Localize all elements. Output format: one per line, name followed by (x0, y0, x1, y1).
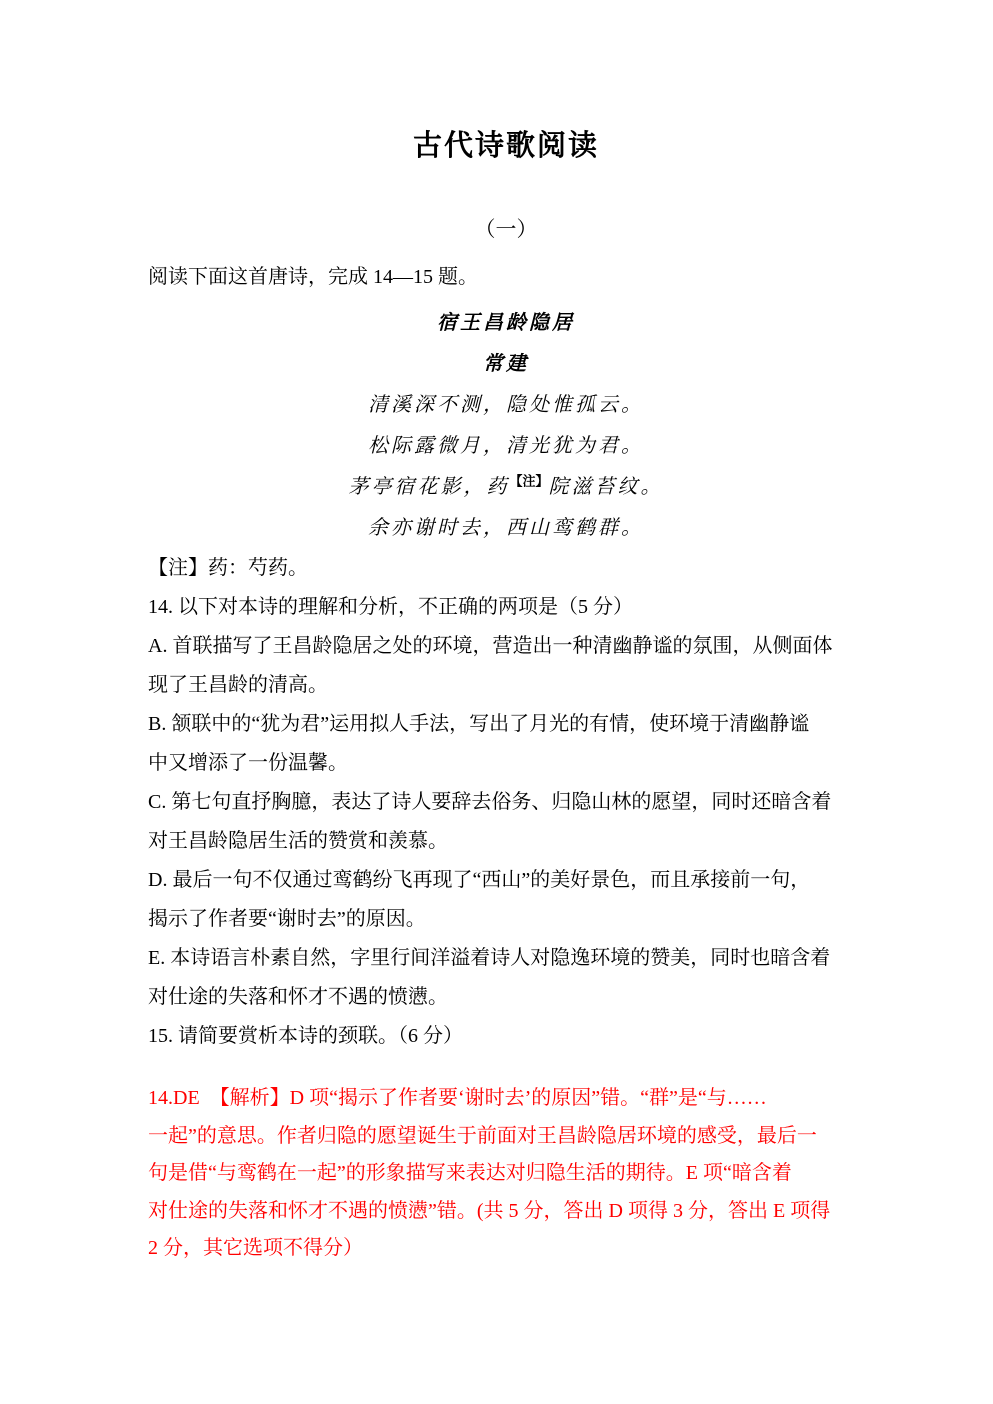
poem-line-3-text-after: 院滋苔纹。 (548, 476, 664, 498)
section-label: （一） (474, 217, 538, 241)
poem-author: 常建 (483, 353, 529, 375)
poem-line-3-text: 茅亭宿花影，药 (348, 476, 510, 498)
answer-line: 2 分，其它选项不得分） (148, 1237, 363, 1259)
answer-line: 句是借“与鸾鹤在一起”的形象描写来表达对归隐生活的期待。E 项“暗含着 (148, 1162, 792, 1184)
option-line: B. 颔联中的“犹为君”运用拟人手法，写出了月光的有情，使环境于清幽静谧 (148, 713, 810, 735)
option-c (148, 783, 864, 861)
option-line: 揭示了作者要“谢时去”的原因。 (148, 908, 426, 930)
poem-note: 【注】药：芍药。 (148, 557, 308, 579)
option-line: A. 首联描写了王昌龄隐居之处的环境，营造出一种清幽静谧的氛围，从侧面体 (148, 635, 833, 657)
intro-text: 阅读下面这首唐诗，完成 14—15 题。 (148, 266, 478, 288)
poem (148, 303, 864, 549)
answer-line: 一起”的意思。作者归隐的愿望诞生于前面对王昌龄隐居环境的感受，最后一 (148, 1124, 817, 1147)
option-line: C. 第七句直抒胸臆，表达了诗人要辞去俗务、归隐山林的愿望，同时还暗含着 (148, 791, 832, 813)
option-line: 中又增添了一份温馨。 (148, 752, 348, 774)
option-e (148, 939, 864, 1017)
answer-line: 对仕途的失落和怀才不遇的愤懑”错。(共 5 分，答出 D 项得 3 分，答出 E 项得 (148, 1199, 831, 1222)
poem-title: 宿王昌龄隐居 (437, 312, 575, 334)
option-line: D. 最后一句不仅通过鸾鹤纷飞再现了“西山”的美好景色，而且承接前一句， (148, 869, 811, 891)
answer-analysis-block (148, 1080, 864, 1268)
option-a (148, 627, 864, 705)
option-line: 现了王昌龄的清高。 (148, 674, 328, 696)
option-line: 对王昌龄隐居生活的赞赏和羡慕。 (148, 830, 448, 852)
question-15-stem: 15. 请简要赏析本诗的颈联。（6 分） (148, 1025, 463, 1047)
answer-line: 14.DE 【解析】D 项“揭示了作者要‘谢时去’的原因”错。“群”是“与…… (148, 1087, 767, 1109)
poem-line-3 (148, 467, 864, 508)
poem-line-1: 清溪深不测，隐处惟孤云。 (368, 394, 644, 416)
page-title: 古代诗歌阅读 (412, 130, 599, 162)
poem-line-2: 松际露微月，清光犹为君。 (368, 435, 644, 457)
poem-line-4: 余亦谢时去，西山鸾鹤群。 (368, 517, 644, 539)
document-page (148, 0, 864, 1268)
option-b (148, 705, 864, 783)
question-14-stem: 14. 以下对本诗的理解和分析，不正确的两项是（5 分） (148, 596, 633, 618)
note-marker: 【注】 (509, 473, 549, 489)
option-line: 对仕途的失落和怀才不遇的愤懑。 (148, 986, 448, 1008)
option-line: E. 本诗语言朴素自然，字里行间洋溢着诗人对隐逸环境的赞美，同时也暗含着 (148, 947, 831, 969)
option-d (148, 861, 864, 939)
